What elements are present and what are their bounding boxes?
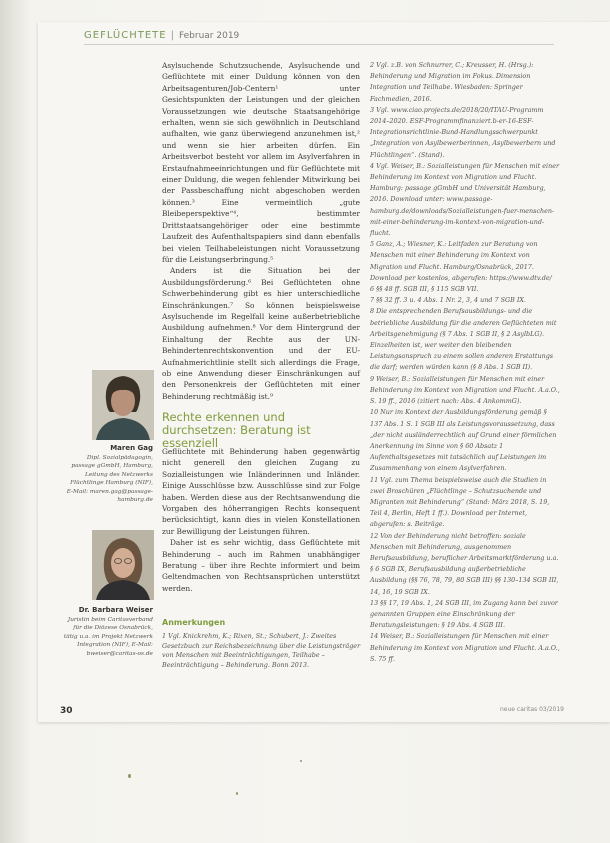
note-item: 13 §§ 17, 19 Abs. 1, 24 SGB III, im Zugang kann bei zuvor genannten Gruppen eine Einschränkung der Beratungsleistungen: § 19 Abs. 4 SGB III. [370,598,558,630]
note-item: 9 Weiser, B.: Sozialleistungen für Menschen mit einer Behinderung im Kontext von Migration und Flucht. A.a.O., S. 19 ff., 2016 (zitiert nach: Abs. 4 AnkommG). [370,374,560,406]
section-heading: Rechte erkennen und durchsetzen: Beratung ist essenziell [162,410,311,450]
note-item: 10 Nur im Kontext der Ausbildungsförderung gemäß § 137 Abs. 1 S. 1 SGB III als Leistungsvoraussetzung, dass „der nicht ausländerrechtlich auf Grund einer förmlichen Anerkennung im Sinne von § 60 Absatz 1 Aufenthaltsgesetzes mit tatsächlich auf Leistungen im Zusammenhang von einem Asylverfahren. [370,408,557,473]
note-item: 1 Vgl. Knickrehm, K.; Rixen, St.; Schubert, J.: Zweites Gesetzbuch zur Reichsbezeichnung über die Leistungsträger von Menschen mit Beeinträchtigungen, Teilhabe – Beeinträchtigung – Behinderung. Bonn 2013. [162,632,361,669]
scan-speck [300,760,302,762]
body-column-2 [162,446,360,594]
body-paragraph: Asylsuchende Schutzsuchende, Asylsuchende und Geflüchtete mit einer Duldung können von den Arbeitsagenturen/Job-Centern¹ unter Gesichtspunkten der Leistungen und der gleichen Voraussetzungen wie deutsche Staatsangehörige erhalten, wenn sie sich gewöhnlich in Deutschland aufhalten, wie ganz überwiegend anzunehmen ist,² und wenn sie hier arbeiten dürfen. Ein Arbeitsverbot besteht vor allem im Asylverfahren in Erstaufnahmeeinrichtungen und für Geflüchtete mit einer Duldung, die wegen fehlender Mitwirkung bei der Passbeschaffung nicht abgeschoben werden können.³ Eine vermeintlich „gute Bleibeperspektive“⁴, bestimmter Drittstaatsangehöriger oder eine bestimmte Laufzeit des Aufenthaltspapiers sind dann ebenfalls bei vielen Teilhabeleistungen nicht Voraussetzung für die Leistungserbringung.⁵ [162,61,360,264]
scan-speck [236,792,238,795]
note-item: 3 Vgl. www.ciao.projects.de/2018/20/ITAU-Programm 2014–2020. ESF-Programmfinanziert.b-er-16-ESF-Integrationsrichtlinie-Bund-Handlungsschwerpunkt „Integration von Asylbewerberinnen, Asylbewerbern und Flüchtlingen“. (Stand). [370,105,556,159]
running-header [84,30,239,41]
journal-footer: neue caritas 03/2019 [500,706,564,713]
issue-date: Februar 2019 [178,31,240,41]
note-item: 11 Vgl. zum Thema beispielsweise auch die Studien in zwei Broschüren „Flüchtlinge – Schutzsuchende und Migranten mit Behinderung“ (Stand: März 2018, S. 19, Teil 4, Berlin, Heft 1 ff.). Download per Internet, abgerufen: s. Beiträge. [370,475,550,529]
note-item: 2 Vgl. z.B. von Schnurrer, C.; Kreusser, H. (Hrsg.): Behinderung und Migration im Fokus. Dimension Integration und Teilhabe. Wiesbaden: Springer Fachmedien, 2016. [370,61,534,103]
header-separator: | [170,30,175,41]
author-photo-barbara-weiser [92,530,154,600]
scan-speck [128,774,131,778]
note-item: 8 Die entsprechenden Berufsausbildungs- und die betriebliche Ausbildung für die anderen Geflüchteten mit Arbeitsgenehmigung (§ 7 Abs. 1 SGB II, § 2 AsylbLG). Einzelheiten ist, wer weiter den bleibenden Leistungsanspruch zu einem sollen anderen Erstattungs die darf; werden würden kann (§ 8 Abs. 1 SGB II). [370,307,557,372]
note-item: 5 Ganz, A.; Wiesner, K.: Leitfaden zur Beratung von Menschen mit einer Behinderung im Kontext von Migration und Flucht. Hamburg/Osnabrück, 2017. Download per kostenlos, abgerufen: https://www.dtv.de/ [370,240,552,282]
notes-heading: Anmerkungen [162,618,226,627]
body-paragraph: Daher ist es sehr wichtig, dass Geflüchtete mit Behinderung – auch im Rahmen unabhängiger Beratung – über ihre Rechte informiert und beim Geltendmachen von Rechtsansprüchen unterstützt werden. [162,538,360,593]
body-paragraph: Anders ist die Situation bei der Ausbildungsförderung.⁶ Bei Geflüchteten ohne Schwerbehinderung gibt es hier unterschiedliche Einschränkungen.⁷ So können beispielsweise Asylsuchende im Regelfall keine außerbetriebliche Ausbildung aufnehmen.⁸ Vor dem Hintergrund der Einhaltung der Rechte aus der UN-Behindertenrechtskonvention und der EU-Aufnahmerichtlinie stellt sich allerdings die Frage, ob eine Anwendung dieser Einschränkungen auf den Personenkreis der Geflüchteten mit einer Behinderung rechtmäßig ist.⁹ [162,266,360,401]
page-number: 30 [60,706,73,716]
author-bio: Dipl. Sozialpädagogin, passage gGmbH, Hamburg, Leitung des Netzwerks Flüchtlinge Hamburg (NIF), E-Mail: maren.gag@passage-hamburg.de [66,455,153,504]
header-rule [84,44,554,45]
author-photo-maren-gag [92,370,154,440]
author-name: Dr. Barbara Weiser [78,606,153,614]
note-item: 7 §§ 32 ff. 3 u. 4 Abs. 1 Nr. 2, 3, 4 und 7 SGB IX. [370,296,526,305]
author-name: Maren Gag [110,444,153,452]
note-item: 4 Vgl. Weiser, B.: Sozialleistungen für Menschen mit einer Behinderung im Kontext von Migration und Flucht. Hamburg: passage gGmbH und Universität Hamburg, 2016. Download unter: www.passage-hamburg.de/downloads/Sozialleistungen-fuer-menschen-mit-einer-behinderung-im-kontext-von-migration-und-flucht. [370,161,560,238]
notes-column [370,60,560,665]
note-item: 12 Von der Behinderung nicht betroffen: soziale Menschen mit Behinderung, ausgenommen Berufsausbildung, beruflicher Arbeitsmarktförderung u.a. § 6 SGB IX, Berufsausbildung außerbetriebliche Ausbildung (§§ 76, 78, 79, 80 SGB III) §§ 130–134 SGB III, 14, 16, 19 SGB IX. [370,531,559,596]
author-bio: Juristin beim Caritasverband für die Diözese Osnabrück, tätig u.a. im Projekt Netzwerk Integration (NIF), E-Mail: bweiser@caritas-os.de [63,617,153,657]
body-column-1 [162,60,360,402]
note-item: 6 §§ 48 ff. SGB III, § 115 SGB VII. [370,285,479,294]
section-title: GEFLÜCHTETE [84,30,167,41]
body-paragraph: Geflüchtete mit Behinderung haben gegenwärtig nicht generell den gleichen Zugang zu Sozialleistungen wie Inländerinnen und Inländer. Einige Ausschlüsse bzw. Ausschlüsse sind zur Folge haben. Werden diese aus der Rechtsanwendung die Vorgaben des höherrangigen Rechts konsequent berücksichtigt, kann dies in vielen Konstellationen zur Bewilligung der Leistungen führen. [162,447,360,536]
note-item: 14 Weiser, B.: Sozialleistungen für Menschen mit einer Behinderung im Kontext von Migration und Flucht. A.a.O., S. 75 ff. [370,632,560,663]
